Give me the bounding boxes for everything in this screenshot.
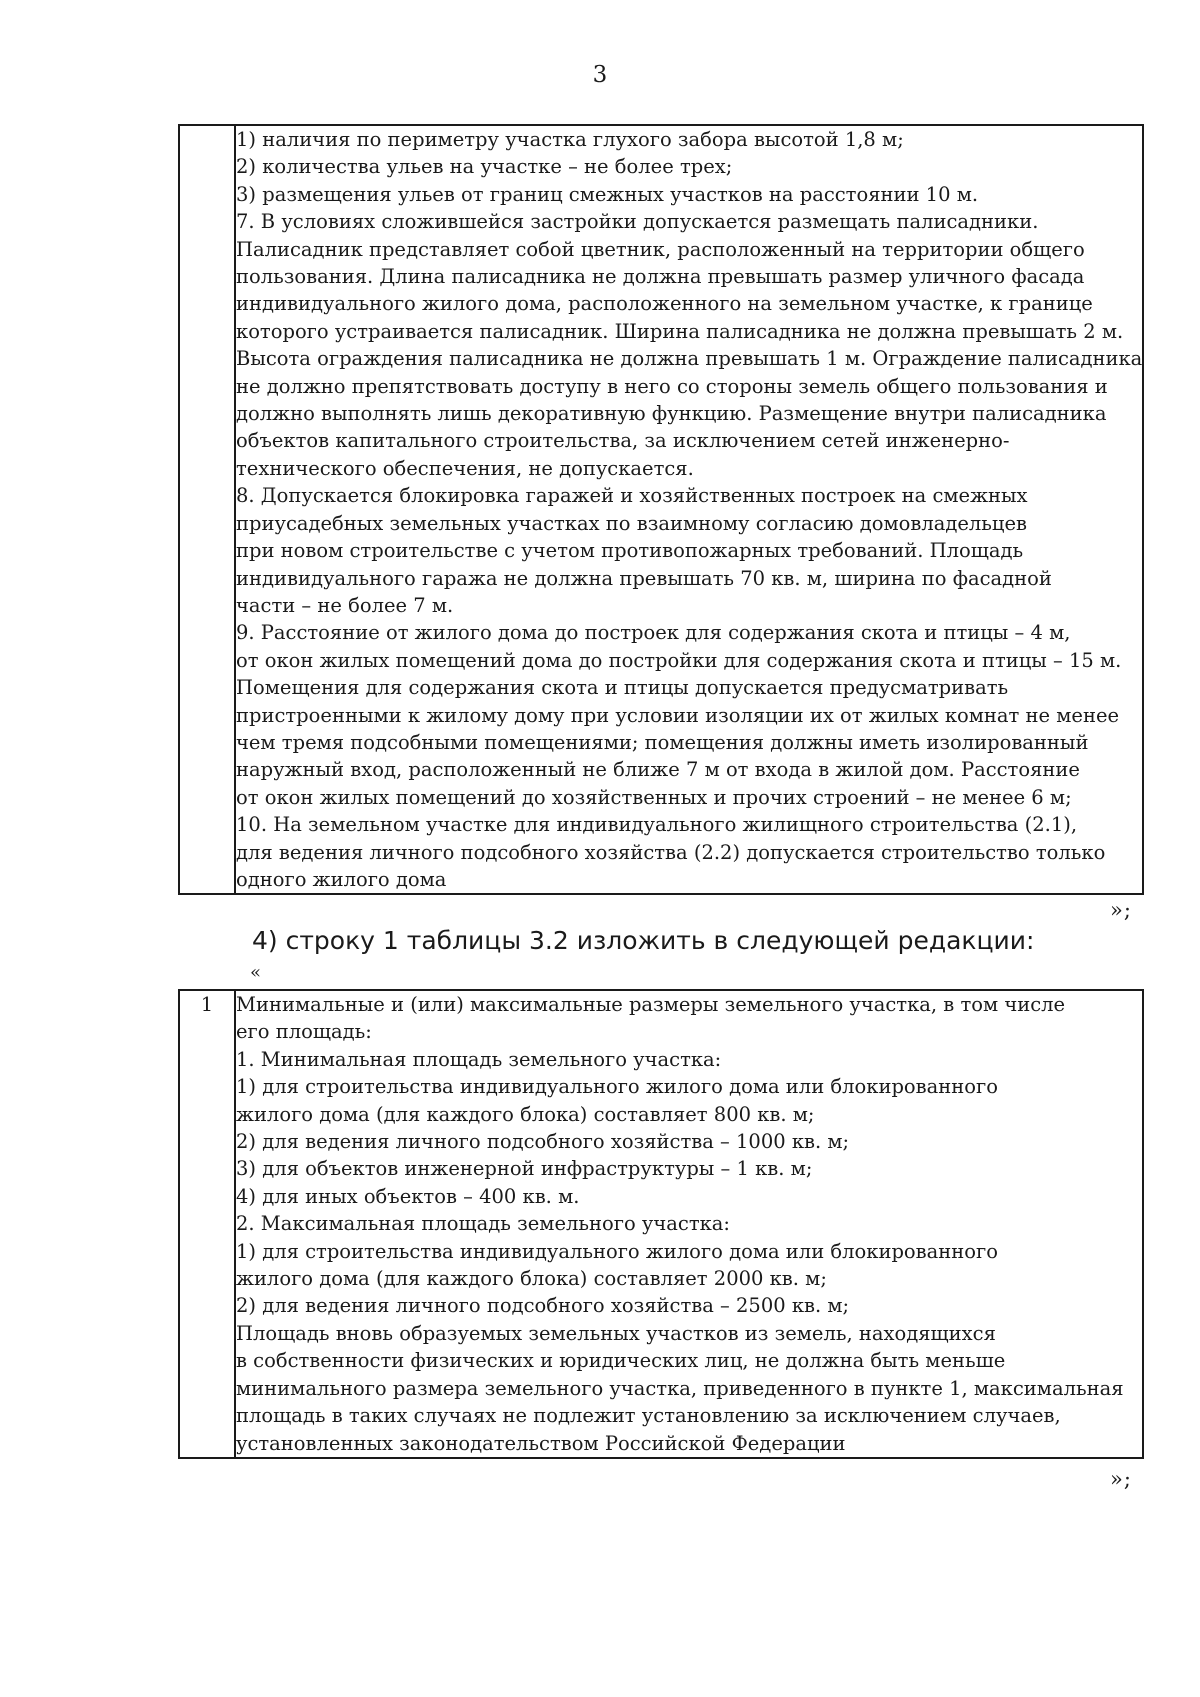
text-line: приусадебных земельных участках по взаимному согласию домовладельцев bbox=[236, 511, 1027, 535]
text-line: индивидуального жилого дома, расположенного на земельном участке, к границе bbox=[236, 292, 1093, 316]
text-line: площадь в таких случаях не подлежит установлению за исключением случаев, bbox=[236, 1404, 1061, 1428]
text-line: 4) для иных объектов – 400 кв. м. bbox=[236, 1184, 580, 1208]
text-line: 2) для ведения личного подсобного хозяйства – 2500 кв. м; bbox=[236, 1294, 850, 1318]
text-line: жилого дома (для каждого блока) составляет 800 кв. м; bbox=[236, 1102, 815, 1126]
table-3-2-row-1 bbox=[178, 989, 1144, 1459]
opening-quote: « bbox=[250, 962, 262, 983]
text-line: Высота ограждения палисадника не должна превышать 1 м. Ограждение палисадника bbox=[236, 347, 1143, 371]
text-line: 7. В условиях сложившейся застройки допускается размещать палисадники. bbox=[236, 210, 1039, 234]
closing-quote: »; bbox=[1110, 898, 1132, 922]
closing-quote: »; bbox=[1110, 1467, 1132, 1491]
table-row bbox=[179, 990, 1143, 1458]
text-line: жилого дома (для каждого блока) составляет 2000 кв. м; bbox=[236, 1267, 827, 1291]
text-line: минимального размера земельного участка, приведенного в пункте 1, максимальная bbox=[236, 1376, 1124, 1400]
text-line: установленных законодательством Российской Федерации bbox=[236, 1431, 846, 1455]
text-line: 10. На земельном участке для индивидуального жилищного строительства (2.1), bbox=[236, 813, 1078, 837]
text-line: от окон жилых помещений до хозяйственных и прочих строений – не менее 6 м; bbox=[236, 785, 1072, 809]
row-number-cell bbox=[179, 125, 235, 894]
text-line: 2) для ведения личного подсобного хозяйства – 1000 кв. м; bbox=[236, 1130, 850, 1154]
page-number: 3 bbox=[592, 62, 608, 88]
text-line: 9. Расстояние от жилого дома до построек для содержания скота и птицы – 4 м, bbox=[236, 621, 1071, 645]
text-line: 1) для строительства индивидуального жилого дома или блокированного bbox=[236, 1075, 998, 1099]
text-line: не должно препятствовать доступу в него со стороны земель общего пользования и bbox=[236, 374, 1108, 398]
text-line: 8. Допускается блокировка гаражей и хозяйственных построек на смежных bbox=[236, 484, 1028, 508]
text-line: части – не более 7 м. bbox=[236, 593, 454, 617]
text-line: от окон жилых помещений дома до постройки для содержания скота и птицы – 15 м. bbox=[236, 648, 1122, 672]
text-line: Площадь вновь образуемых земельных участков из земель, находящихся bbox=[236, 1321, 996, 1345]
text-line: 1) для строительства индивидуального жилого дома или блокированного bbox=[236, 1239, 998, 1263]
text-line: пристроенными к жилому дому при условии изоляции их от жилых комнат не менее bbox=[236, 703, 1120, 727]
text-line: Минимальные и (или) максимальные размеры земельного участка, в том числе bbox=[236, 993, 1066, 1016]
amendment-instruction: 4) строку 1 таблицы 3.2 изложить в следующей редакции: bbox=[252, 926, 1035, 955]
text-line: 2. Максимальная площадь земельного участка: bbox=[236, 1212, 730, 1236]
text-line: в собственности физических и юридических лиц, не должна быть меньше bbox=[236, 1349, 1006, 1373]
row-text-cell bbox=[235, 125, 1143, 894]
text-line: наружный вход, расположенный не ближе 7 м от входа в жилой дом. Расстояние bbox=[236, 758, 1080, 782]
text-line: Палисадник представляет собой цветник, расположенный на территории общего bbox=[236, 237, 1085, 261]
text-line: пользования. Длина палисадника не должна превышать размер уличного фасада bbox=[236, 265, 1085, 289]
text-line: индивидуального гаража не должна превышать 70 кв. м, ширина по фасадной bbox=[236, 566, 1052, 590]
regulation-table-continued bbox=[178, 124, 1144, 895]
text-line: при новом строительстве с учетом противопожарных требований. Площадь bbox=[236, 539, 1024, 563]
text-line: 2) количества ульев на участке – не более трех; bbox=[236, 155, 733, 179]
row-text-cell bbox=[235, 990, 1143, 1458]
text-line: для ведения личного подсобного хозяйства (2.2) допускается строительство только bbox=[236, 840, 1106, 864]
text-line: Помещения для содержания скота и птицы допускается предусматривать bbox=[236, 676, 1009, 700]
text-line: технического обеспечения, не допускается. bbox=[236, 456, 694, 480]
text-line: его площадь: bbox=[236, 1020, 372, 1044]
text-line: должно выполнять лишь декоративную функцию. Размещение внутри палисадника bbox=[236, 402, 1107, 426]
text-line: 1. Минимальная площадь земельного участка: bbox=[236, 1047, 722, 1071]
text-line: 1) наличия по периметру участка глухого забора высотой 1,8 м; bbox=[236, 128, 904, 151]
text-line: одного жилого дома bbox=[236, 867, 447, 891]
text-line: объектов капитального строительства, за исключением сетей инженерно- bbox=[236, 429, 1010, 453]
text-line: которого устраивается палисадник. Ширина палисадника не должна превышать 2 м. bbox=[236, 319, 1124, 343]
text-line: 3) размещения ульев от границ смежных участков на расстоянии 10 м. bbox=[236, 182, 979, 206]
text-line: чем тремя подсобными помещениями; помещения должны иметь изолированный bbox=[236, 730, 1089, 754]
row-number-cell: 1 bbox=[179, 990, 235, 1458]
text-line: 3) для объектов инженерной инфраструктуры – 1 кв. м; bbox=[236, 1157, 813, 1181]
table-row bbox=[179, 125, 1143, 894]
